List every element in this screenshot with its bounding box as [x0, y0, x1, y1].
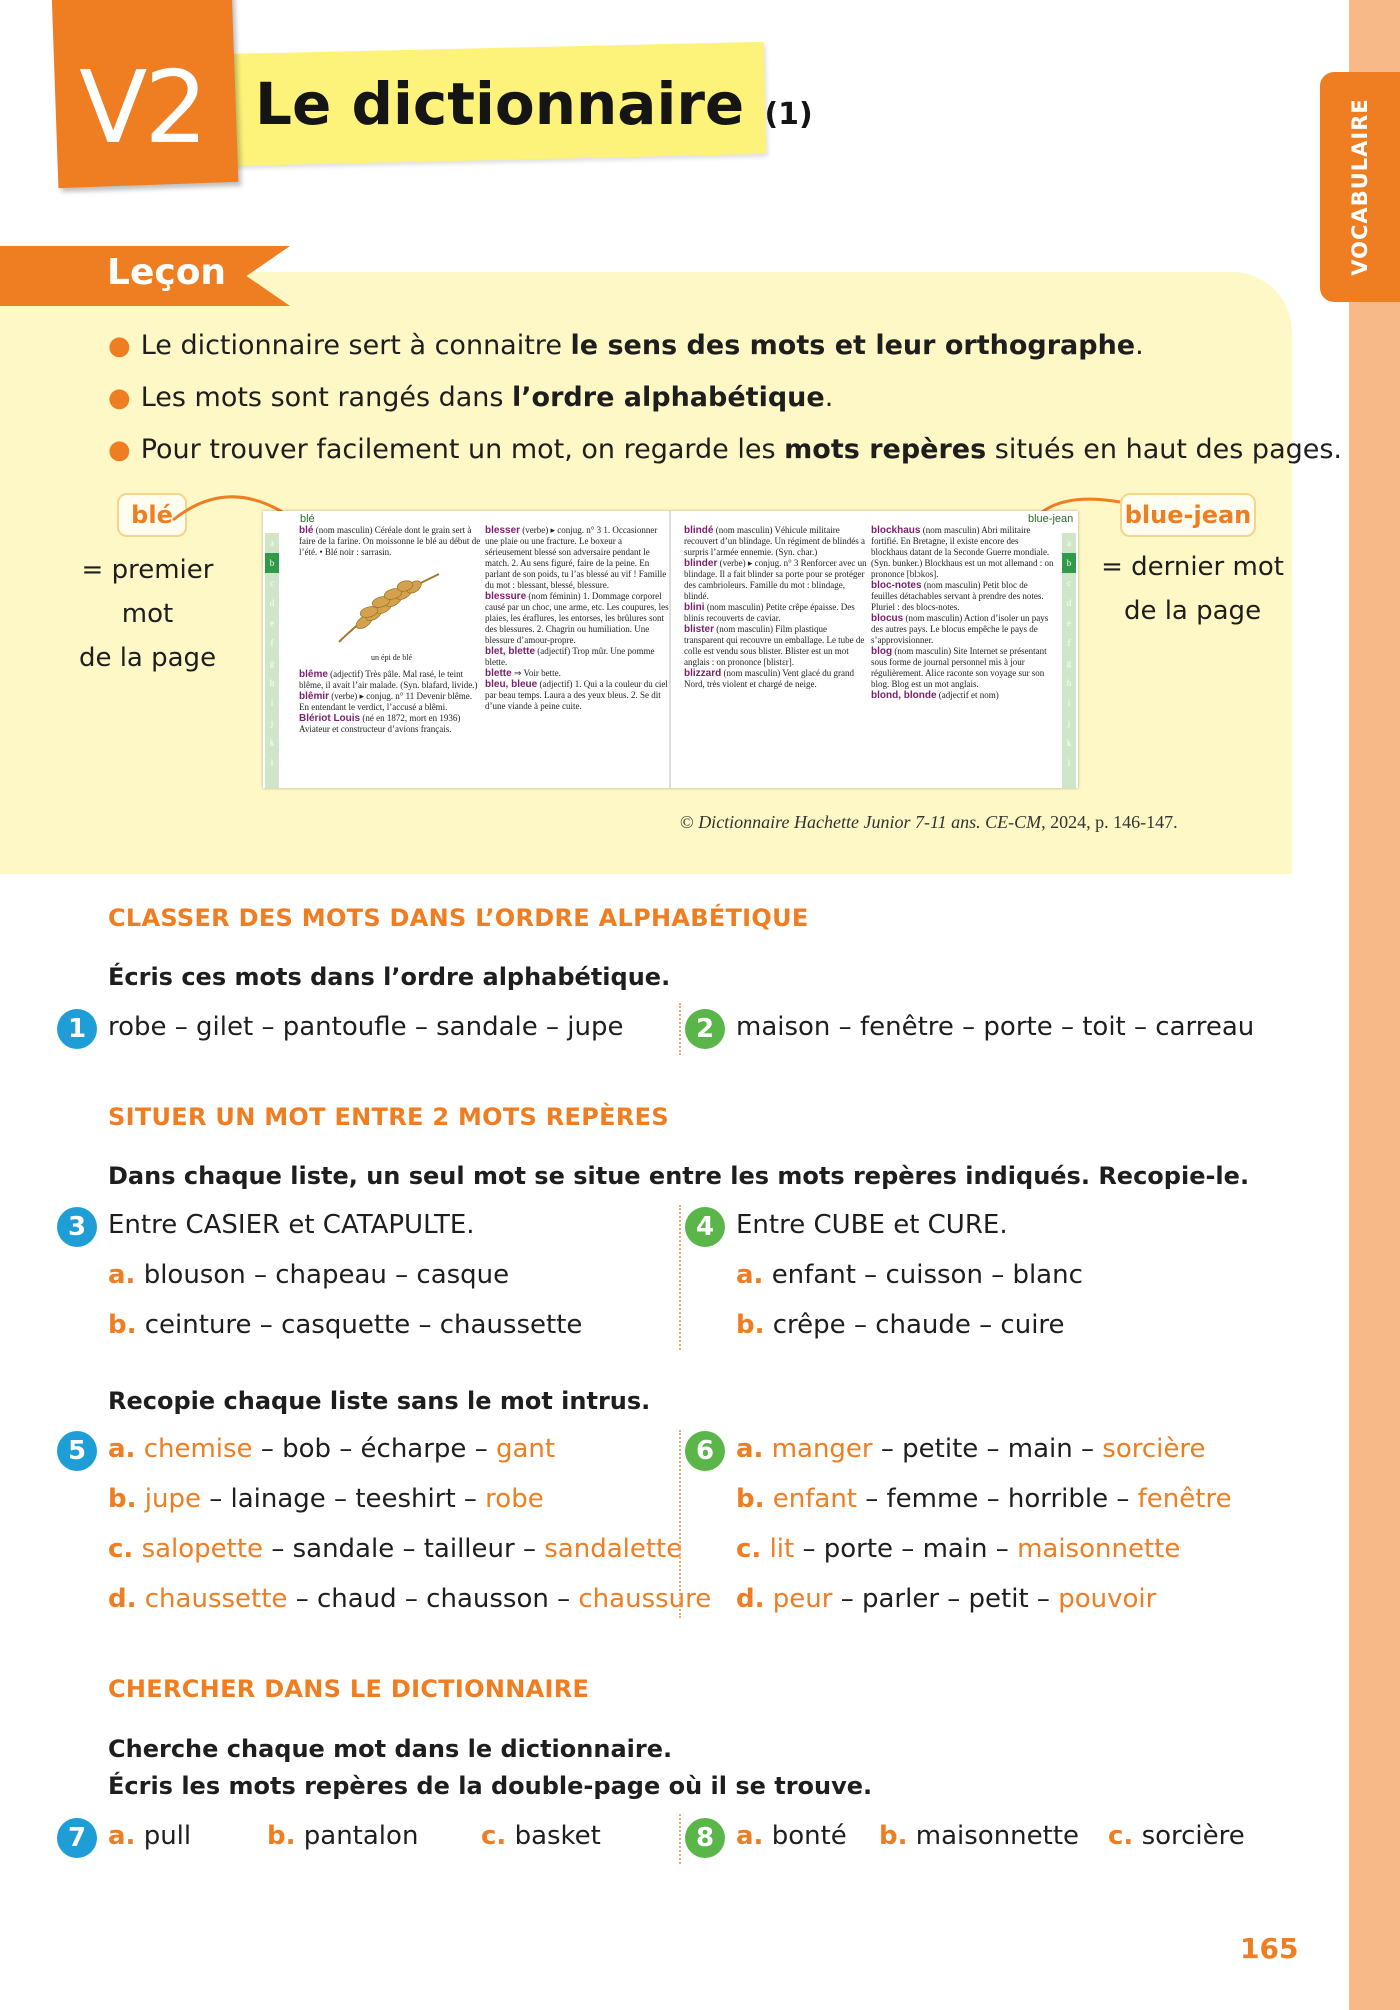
dict-entry: blé (nom masculin) Céréale dont le grain sert à faire de la farine. On moissonne le blé au début de l’été. • Blé noir : sarrasin.	[299, 525, 481, 557]
instruction-between-words: Dans chaque liste, un seul mot se situe entre les mots repères indiqués. Recopie-le.	[108, 1162, 1250, 1190]
wheat-ear-image	[329, 562, 449, 652]
exercise-number-6: 6	[685, 1431, 725, 1471]
lesson-bullet-1: ● Le dictionnaire sert à connaitre le sens des mots et leur orthographe.	[108, 330, 1144, 361]
dict-entry: blini (nom masculin) Petite crêpe épaisse. Des blinis recouverts de caviar.	[684, 602, 855, 623]
exercise-5-c: c. salopette – sandale – tailleur – sandalette	[108, 1534, 683, 1564]
exercise-8-a: a. bonté	[736, 1821, 847, 1851]
page-title-text: Le dictionnaire	[255, 70, 745, 138]
dict-entry: blond, blonde (adjectif et nom)	[871, 690, 999, 701]
dict-entry: blinder (verbe) ▸ conjug. n° 3 Renforcer avec un blindage. Il a fait blinder sa porte pour se protéger des cambrioleurs. Famille du mot : blindage, blindé.	[684, 558, 867, 601]
exercise-number-3: 3	[57, 1207, 97, 1247]
instruction-intruder: Recopie chaque liste sans le mot intrus.	[108, 1387, 651, 1415]
dictionary-column-4	[871, 525, 1056, 785]
alphabet-strip-right: a b c d e f g h i j k l	[1062, 533, 1076, 788]
dict-entry: blockhaus (nom masculin) Abri militaire fortifié. En Bretagne, il existe encore des blockhaus datant de la Seconde Guerre mondiale. (Syn. bunker.) Blockhaus est un mot allemand : on prononce [blɔkos].	[871, 525, 1054, 579]
side-tab-label: VOCABULAIRE	[1348, 98, 1372, 276]
bullet-dot-icon: ●	[108, 383, 131, 413]
instruction-search-2: Écris les mots repères de la double-page où il se trouve.	[108, 1772, 873, 1800]
lesson-bullet-2: ● Les mots sont rangés dans l’ordre alphabétique.	[108, 382, 834, 413]
column-divider	[679, 1430, 681, 1618]
dict-entry: blette ⇒ Voir bette.	[485, 668, 561, 679]
dict-entry: bleu, bleue (adjectif) 1. Qui a la couleur du ciel par beau temps. Laura a des yeux bleus. 2. Se dit d’une viande à peine cuite.	[485, 679, 668, 711]
bullet-dot-icon: ●	[108, 435, 131, 465]
dict-entry: blindé (nom masculin) Véhicule militaire recouvert d’un blindage. Un régiment de blindés a surpris l’armée ennemie. (Syn. char.)	[684, 525, 865, 557]
dict-entry: Blériot Louis (né en 1872, mort en 1936) Aviateur et constructeur d’avions français.	[299, 713, 461, 734]
exercise-5-a: a. chemise – bob – écharpe – gant	[108, 1434, 556, 1464]
exercise-number-1: 1	[57, 1009, 97, 1049]
dict-entry: blog (nom masculin) Site Internet se présentant sous forme de journal personnel mis à jour régulièrement. Alice raconte son voyage sur son blog. Blog est un mot anglais.	[871, 646, 1047, 689]
exercise-4-title: Entre CUBE et CURE.	[736, 1210, 1008, 1240]
dict-entry: blême (adjectif) Très pâle. Mal rasé, le teint blême, il avait l’air malade. (Syn. blafard, livide.)	[299, 669, 478, 690]
page-title	[255, 70, 813, 138]
section-heading-between-words: SITUER UN MOT ENTRE 2 MOTS REPÈRES	[108, 1103, 669, 1131]
exercise-4-b: b. crêpe – chaude – cuire	[736, 1310, 1065, 1340]
exercise-8-b: b. maisonnette	[879, 1821, 1080, 1851]
last-word-explanation: = dernier mot de la page	[1101, 552, 1284, 626]
page-title-suffix: (1)	[764, 97, 813, 132]
column-divider	[679, 1814, 681, 1864]
section-side-tab	[1320, 72, 1400, 302]
section-heading-dictionary-search: CHERCHER DANS LE DICTIONNAIRE	[108, 1675, 590, 1703]
exercise-6-c: c. lit – porte – main – maisonnette	[736, 1534, 1181, 1564]
dict-entry: bloc-notes (nom masculin) Petit bloc de feuilles détachables servant à prendre des notes. Pluriel : des blocs-notes.	[871, 580, 1044, 612]
column-divider	[679, 1003, 681, 1055]
exercise-5-d: d. chaussette – chaud – chausson – chaussure	[108, 1584, 712, 1614]
running-word-left: blé	[300, 513, 315, 525]
exercise-number-4: 4	[685, 1207, 725, 1247]
dictionary-column-3	[684, 525, 869, 785]
instruction-alphabetical: Écris ces mots dans l’ordre alphabétique.	[108, 963, 671, 991]
exercise-6-d: d. peur – parler – petit – pouvoir	[736, 1584, 1157, 1614]
exercise-1-text: robe – gilet – pantoufle – sandale – jupe	[108, 1012, 624, 1042]
first-word-explanation: = premier mot de la page	[78, 555, 217, 673]
exercise-6-b: b. enfant – femme – horrible – fenêtre	[736, 1484, 1232, 1514]
dict-entry: blizzard (nom masculin) Vent glacé du grand Nord, très violent et chargé de neige.	[684, 668, 855, 689]
alphabet-strip-left: a b c d e f g h i j k l	[265, 533, 279, 788]
exercise-3-title: Entre CASIER et CATAPULTE.	[108, 1210, 475, 1240]
bullet-dot-icon: ●	[108, 331, 131, 361]
exercise-3-a: a. blouson – chapeau – casque	[108, 1260, 510, 1290]
exercise-4-a: a. enfant – cuisson – blanc	[736, 1260, 1083, 1290]
exercise-number-7: 7	[57, 1818, 97, 1858]
lesson-label: Leçon	[107, 252, 227, 293]
page-number: 165	[1240, 1932, 1299, 1965]
first-word-callout: blé	[117, 493, 187, 537]
exercise-7-c: c. basket	[481, 1821, 601, 1851]
exercise-2-text: maison – fenêtre – porte – toit – carreau	[736, 1012, 1255, 1042]
last-word-callout: blue-jean	[1120, 493, 1256, 537]
exercise-number-5: 5	[57, 1431, 97, 1471]
chapter-code: V2	[78, 49, 206, 166]
dictionary-column-1	[299, 525, 484, 785]
dict-entry: blessure (nom féminin) 1. Dommage corporel causé par un choc, une arme, etc. Les coupures, les plaies, les éraflures, les entorses, les brûlures sont des blessures. 2. Chagrin ou humiliation. Une blessure d’amour-propre.	[485, 591, 669, 645]
dict-entry: blesser (verbe) ▸ conjug. n° 3 1. Occasionner une plaie ou une fracture. Le boxeur a sérieusement blessé son adversaire pendant le match. 2. Au sens figuré, faire de la peine. En parlant de son poids, tu l’as blessé au vif ! Famille du mot : blessant, blessé, blessure.	[485, 525, 667, 590]
exercise-number-8: 8	[685, 1818, 725, 1858]
running-word-right: blue-jean	[1028, 513, 1074, 525]
exercise-7-b: b. pantalon	[267, 1821, 419, 1851]
dict-entry: blister (nom masculin) Film plastique transparent qui recouvre un emballage. Le tube de colle est vendu sous blister. Blister est un mot anglais : on prononce [blistɛr].	[684, 624, 865, 667]
lesson-bullet-3: ● Pour trouver facilement un mot, on regarde les mots repères situés en haut des pages.	[108, 434, 1343, 465]
exercise-5-b: b. jupe – lainage – teeshirt – robe	[108, 1484, 544, 1514]
exercise-7-a: a. pull	[108, 1821, 192, 1851]
dictionary-column-2	[485, 525, 670, 785]
source-credit: © Dictionnaire Hachette Junior 7-11 ans. CE-CM, 2024, p. 146-147.	[680, 812, 1178, 832]
dict-entry: blet, blette (adjectif) Trop mûr. Une pomme blette.	[485, 646, 655, 667]
exercise-6-a: a. manger – petite – main – sorcière	[736, 1434, 1206, 1464]
dict-entry: blêmir (verbe) ▸ conjug. n° 11 Devenir blême. En entendant le verdict, l’accusé a blêmi.	[299, 691, 473, 712]
exercise-8-c: c. sorcière	[1108, 1821, 1245, 1851]
instruction-search-1: Cherche chaque mot dans le dictionnaire.	[108, 1735, 673, 1763]
dict-entry: blocus (nom masculin) Action d’isoler un pays des autres pays. Le blocus empêche le pays de s’approvisionner.	[871, 613, 1049, 645]
exercise-number-2: 2	[685, 1009, 725, 1049]
dictionary-spread-image	[263, 511, 1078, 788]
column-divider	[679, 1205, 681, 1350]
exercise-3-b: b. ceinture – casquette – chaussette	[108, 1310, 583, 1340]
section-heading-alphabetical: CLASSER DES MOTS DANS L’ORDRE ALPHABÉTIQUE	[108, 904, 809, 932]
image-caption: un épi de blé	[370, 653, 413, 662]
